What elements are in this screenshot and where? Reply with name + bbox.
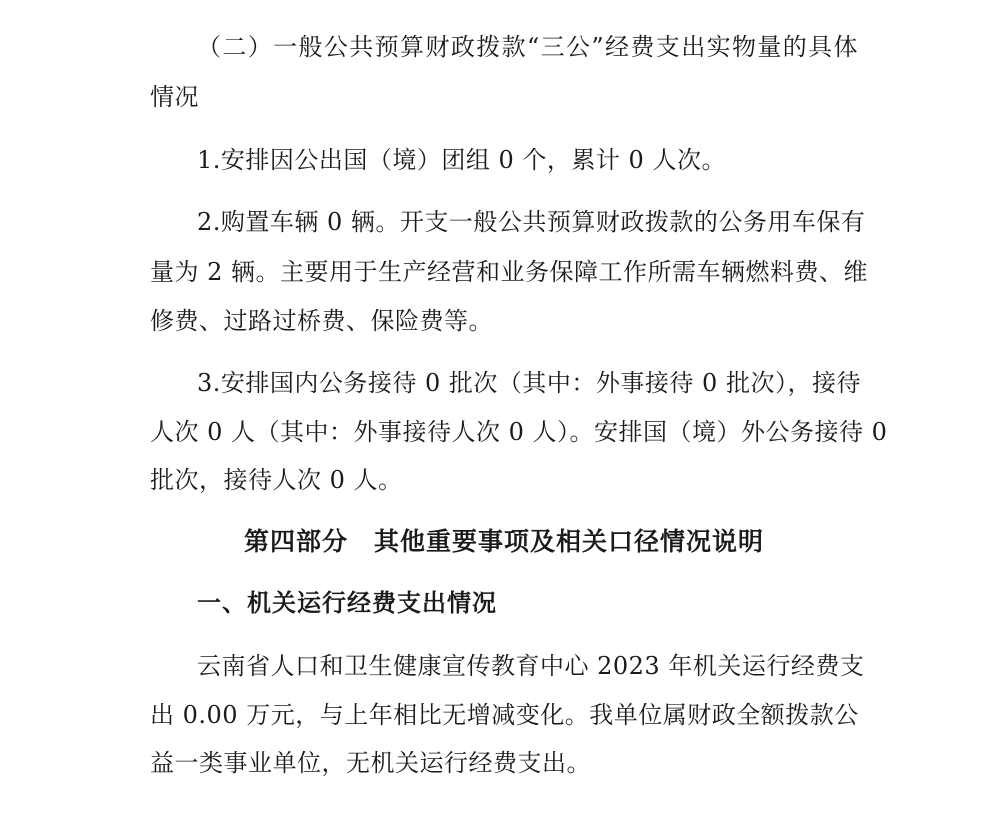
subsection-heading: 一、机关运行经费支出情况 xyxy=(197,589,497,617)
item-2-line-2: 量为 2 辆。主要用于生产经营和业务保障工作所需车辆燃料费、维 xyxy=(150,258,869,286)
part-title: 第四部分 其他重要事项及相关口径情况说明 xyxy=(243,527,764,556)
paragraph-line-3: 益一类事业单位，无机关运行经费支出。 xyxy=(150,749,591,777)
item-1-line-1: 1.安排因公出国（境）团组 0 个，累计 0 人次。 xyxy=(197,146,726,174)
item-3-line-3: 批次，接待人次 0 人。 xyxy=(150,466,403,494)
item-3-line-2: 人次 0 人（其中：外事接待人次 0 人）。安排国（境）外公务接待 0 xyxy=(150,418,888,446)
item-2-line-3: 修费、过路过桥费、保险费等。 xyxy=(150,307,493,335)
item-2-line-1: 2.购置车辆 0 辆。开支一般公共预算财政拨款的公务用车保有 xyxy=(197,208,866,236)
paragraph-line-1: 云南省人口和卫生健康宣传教育中心 2023 年机关运行经费支 xyxy=(197,652,865,680)
item-3-line-1: 3.安排国内公务接待 0 批次（其中：外事接待 0 批次），接待 xyxy=(197,369,861,397)
section-heading-line-1: （二）一般公共预算财政拨款“三公”经费支出实物量的具体 xyxy=(197,33,858,61)
paragraph-line-2: 出 0.00 万元，与上年相比无增减变化。我单位属财政全额拨款公 xyxy=(150,701,859,729)
section-heading-line-2: 情况 xyxy=(150,83,199,111)
